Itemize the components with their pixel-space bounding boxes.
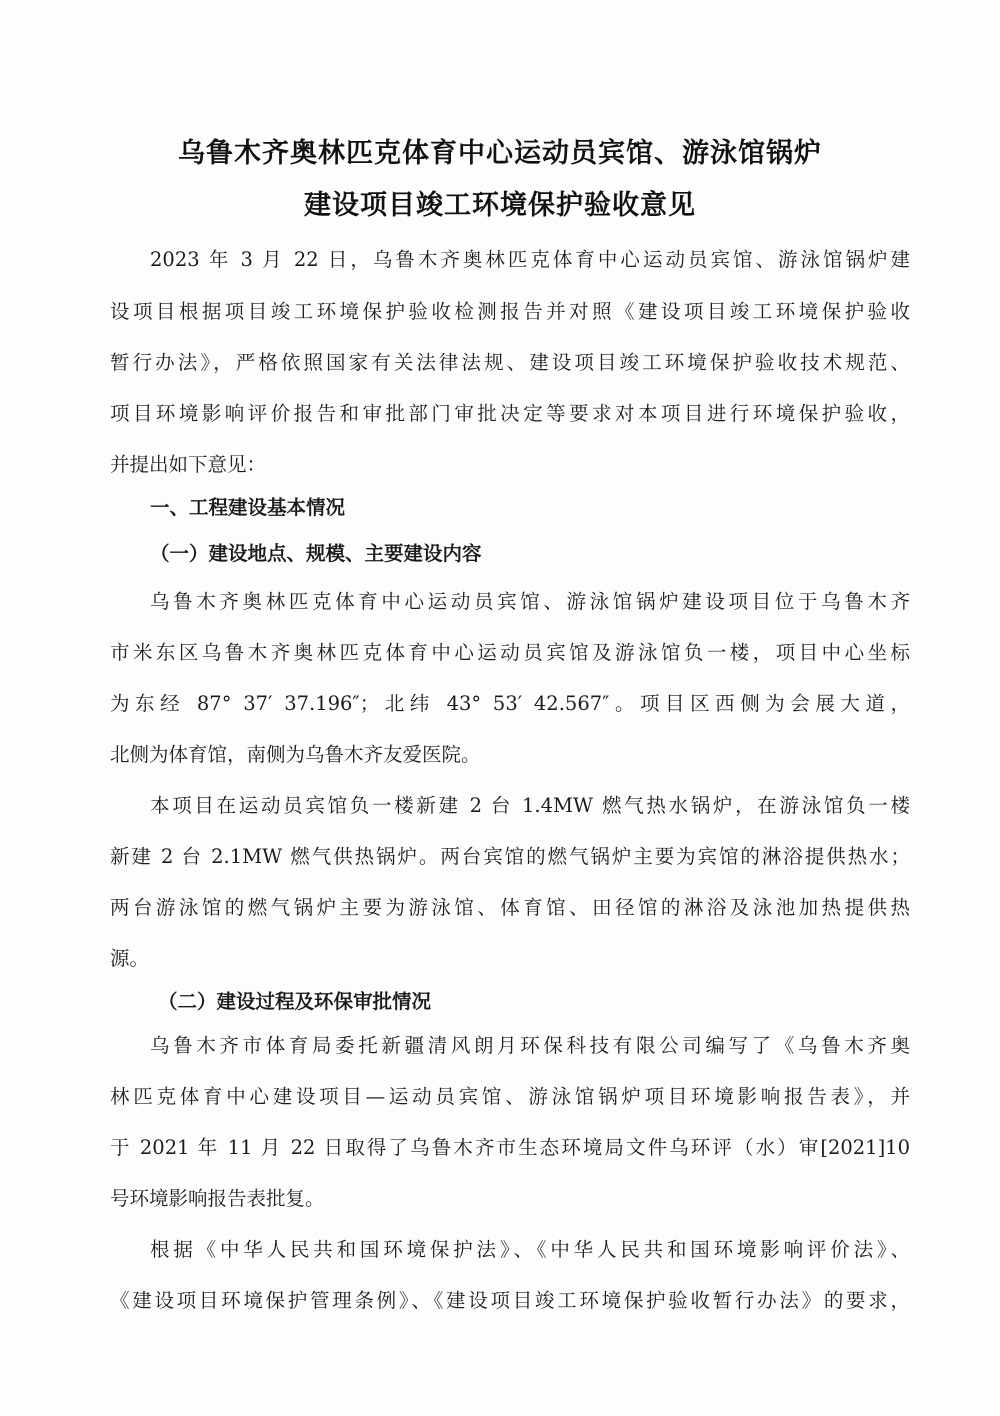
subsection-heading: （一）建设地点、规模、主要建设内容 [150, 542, 482, 565]
subsection-heading: （二）建设过程及环保审批情况 [158, 990, 432, 1013]
paragraph-line: 乌鲁木齐市体育局委托新疆清风朗月环保科技有限公司编写了《乌鲁木齐奥 [150, 1034, 910, 1057]
paragraph-line: 新建 2 台 2.1MW 燃气供热锅炉。两台宾馆的燃气锅炉主要为宾馆的淋浴提供热水； [110, 845, 910, 868]
paragraph-line: 根据《中华人民共和国环境保护法》、《中华人民共和国环境影响评价法》、 [150, 1238, 910, 1261]
document-title-line-1: 乌鲁木齐奥林匹克体育中心运动员宾馆、游泳馆锅炉 [178, 138, 822, 169]
paragraph-line: 于 2021 年 11 月 22 日取得了乌鲁木齐市生态环境局文件乌环评（水）审[2021]10 [110, 1136, 910, 1159]
paragraph-line: 为东经 87° 37′ 37.196″；北纬 43° 53′ 42.567″。项目区西侧为会展大道， [110, 692, 910, 715]
paragraph-line: 两台游泳馆的燃气锅炉主要为游泳馆、体育馆、田径馆的淋浴及泳池加热提供热 [110, 896, 910, 919]
intro-line: 设项目根据项目竣工环境保护验收检测报告并对照《建设项目竣工环境保护验收 [110, 300, 910, 323]
paragraph-line: 本项目在运动员宾馆负一楼新建 2 台 1.4MW 燃气热水锅炉，在游泳馆负一楼 [150, 794, 910, 817]
paragraph-line: 号环境影响报告表批复。 [110, 1187, 325, 1210]
document-title-line-2: 建设项目竣工环境保护验收意见 [304, 190, 696, 221]
paragraph-line: 市米东区乌鲁木齐奥林匹克体育中心运动员宾馆及游泳馆负一楼，项目中心坐标 [110, 641, 910, 664]
paragraph-line: 源。 [110, 947, 150, 970]
paragraph-line: 北侧为体育馆，南侧为乌鲁木齐友爱医院。 [110, 743, 481, 766]
intro-line: 并提出如下意见： [110, 453, 267, 476]
intro-line: 2023 年 3 月 22 日，乌鲁木齐奥林匹克体育中心运动员宾馆、游泳馆锅炉建 [150, 248, 910, 271]
section-heading: 一、工程建设基本情况 [150, 496, 346, 519]
intro-line: 项目环境影响评价报告和审批部门审批决定等要求对本项目进行环境保护验收， [110, 402, 910, 425]
paragraph-line: 乌鲁木齐奥林匹克体育中心运动员宾馆、游泳馆锅炉建设项目位于乌鲁木齐 [150, 590, 910, 613]
intro-line: 暂行办法》，严格依照国家有关法律法规、建设项目竣工环境保护验收技术规范、 [110, 351, 910, 374]
paragraph-line: 《建设项目环境保护管理条例》、《建设项目竣工环境保护验收暂行办法》的要求， [110, 1289, 910, 1312]
paragraph-line: 林匹克体育中心建设项目—运动员宾馆、游泳馆锅炉项目环境影响报告表》，并 [110, 1085, 910, 1108]
